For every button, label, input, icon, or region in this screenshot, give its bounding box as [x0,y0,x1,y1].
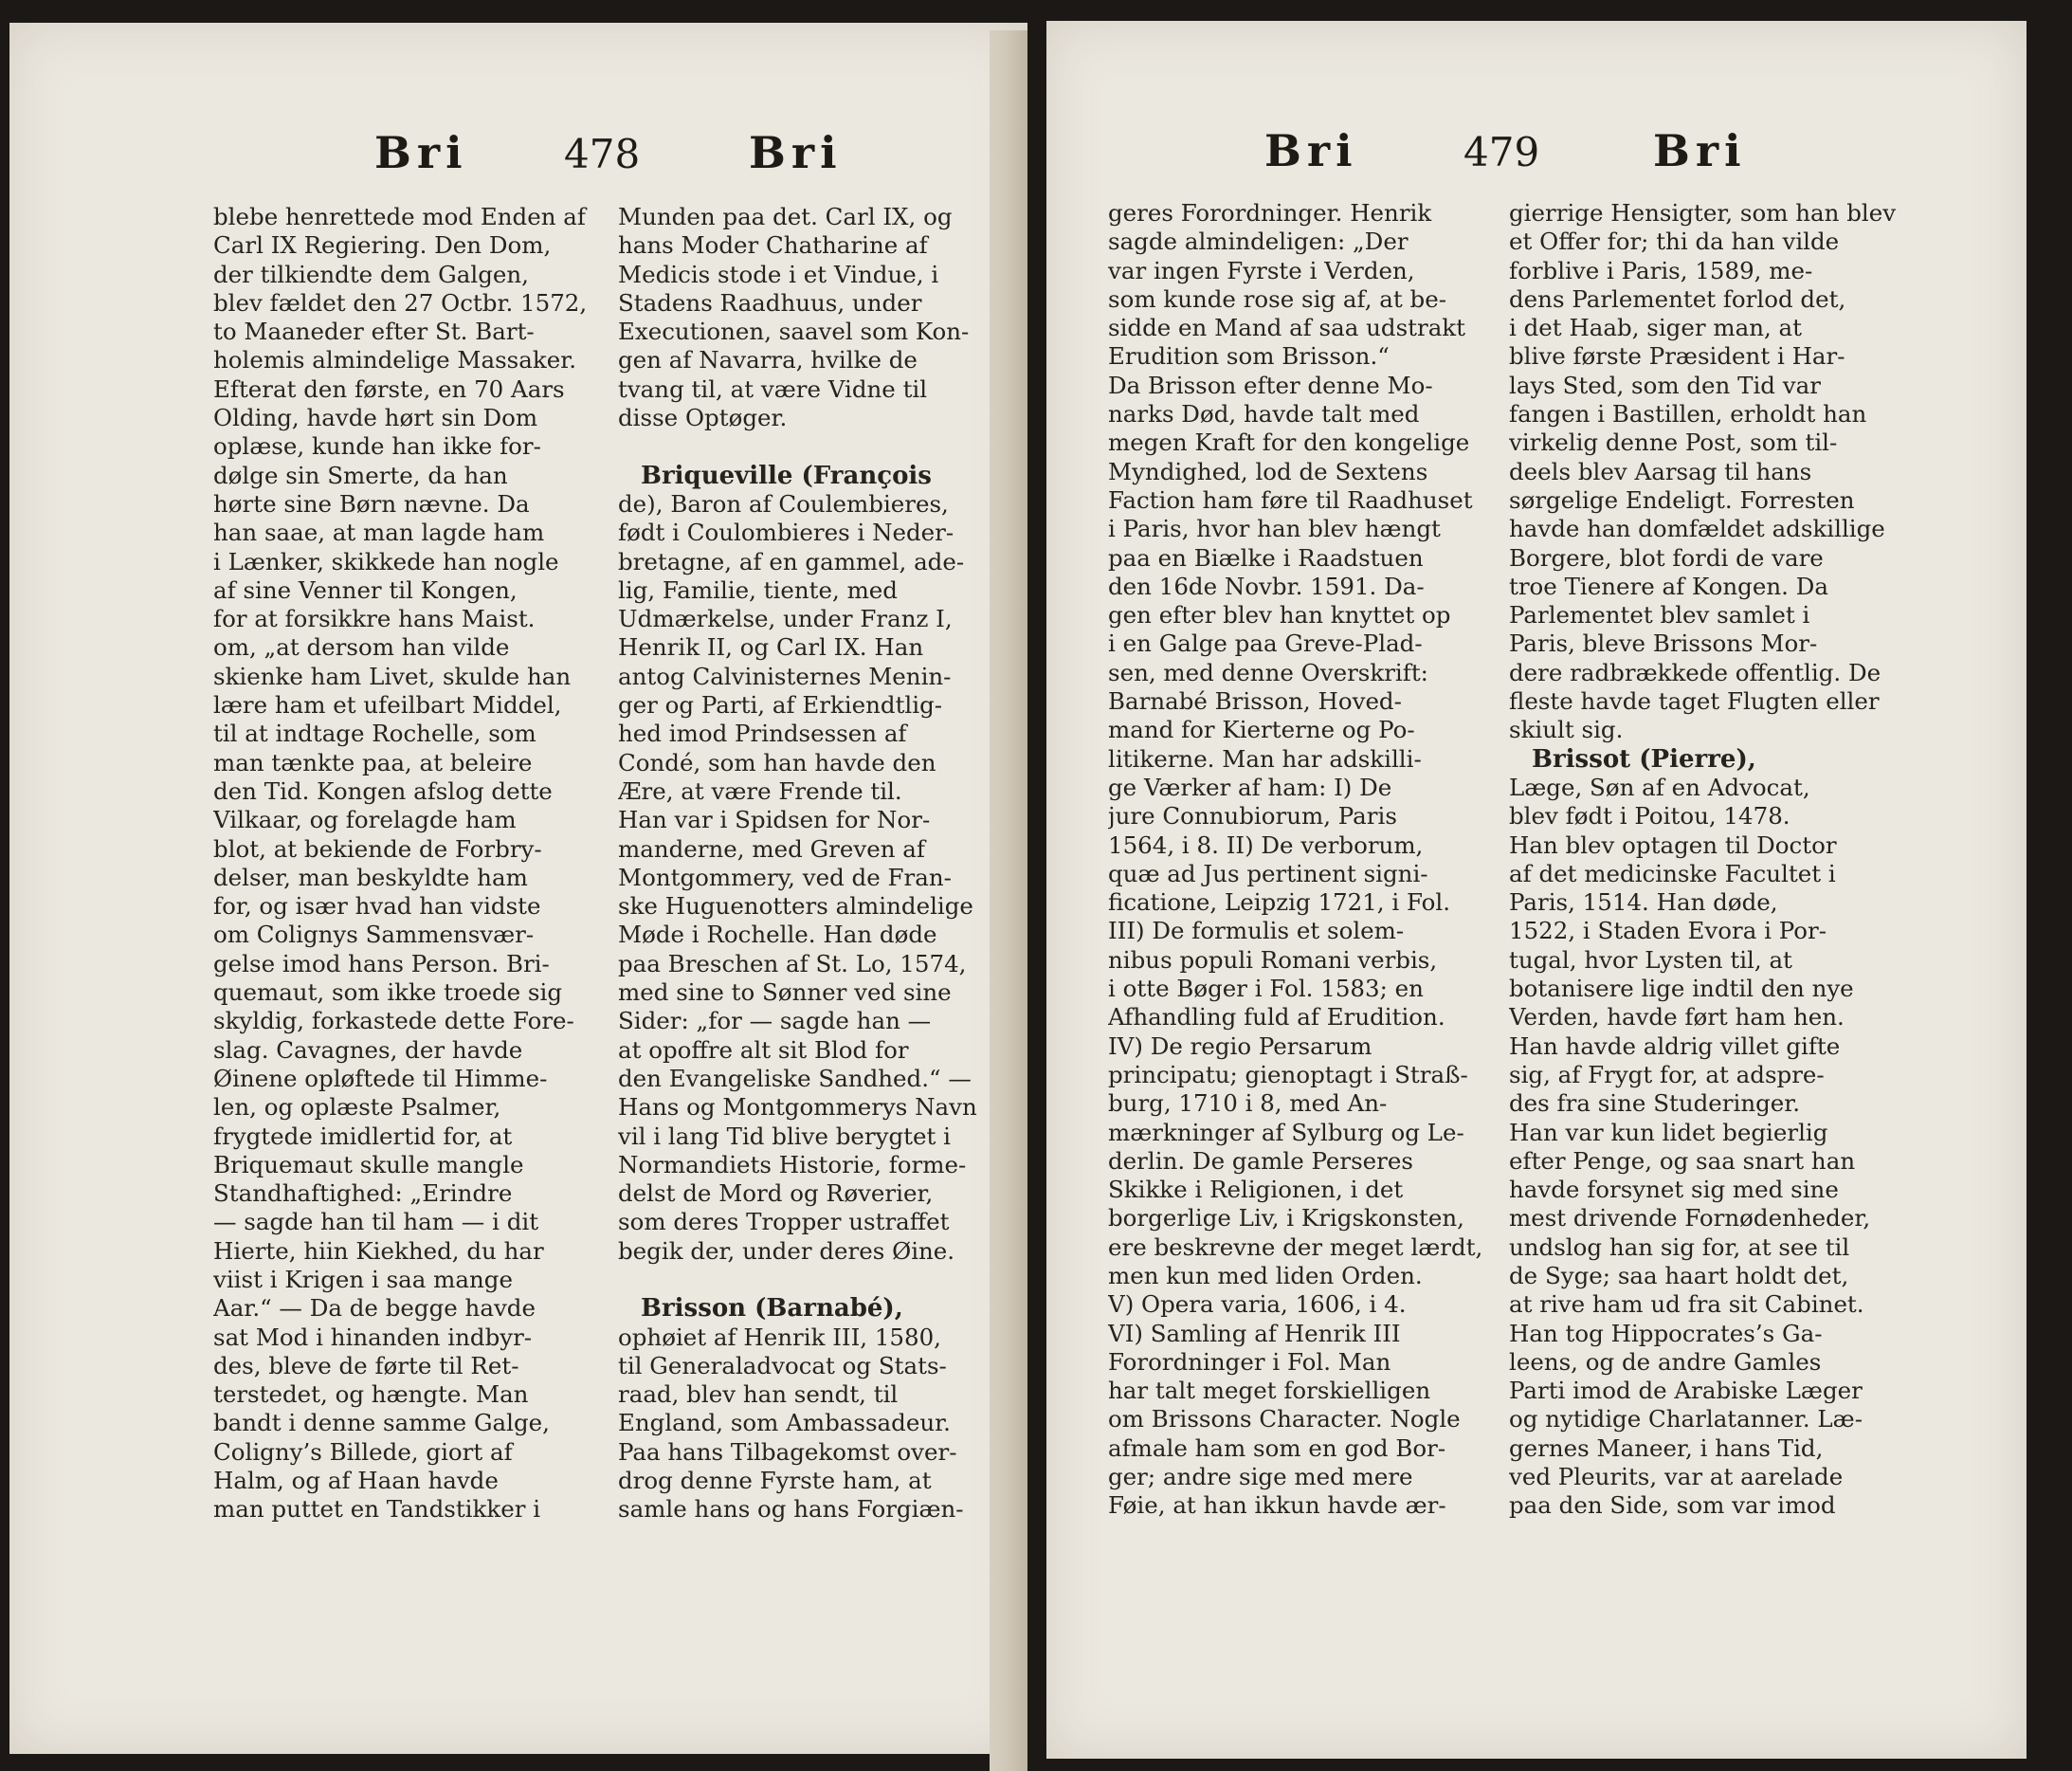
left-column-2 [618,203,992,1525]
text-line: Briquemaut skulle mangle [213,1150,524,1178]
text-line: ge Værker af ham: I) De [1108,773,1392,801]
text-line: de), Baron af Coulembieres, [618,489,949,518]
text-line: gen af Navarra, hvilke de [618,346,918,374]
text-line: Han blev optagen til Doctor [1509,831,1837,859]
text-line: VI) Samling af Henrik III [1108,1319,1401,1347]
text-line: man puttet en Tandstikker i [213,1495,541,1524]
text-line: quemaut, som ikke troede sig [213,978,563,1007]
text-line: Medicis stode i et Vindue, i [618,260,939,288]
text-line: megen Kraft for den kongelige [1108,429,1470,457]
text-line: paa en Biælke i Raadstuen [1108,543,1424,572]
text-line: deels blev Aarsag til hans [1509,457,1812,485]
text-line: undslog han sig for, at see til [1509,1232,1850,1261]
text-line: delser, man beskyldte ham [213,863,528,891]
text-line: terstedet, og hængte. Man [213,1380,529,1409]
text-line: den 16de Novbr. 1591. Da- [1108,572,1425,600]
text-line: men kun med liden Orden. [1108,1261,1423,1289]
text-line: at opoffre alt sit Blod for [618,1035,909,1064]
text-line: sig, af Frygt for, at adspre- [1509,1060,1825,1088]
text-line: Faction ham føre til Raadhuset [1108,485,1473,514]
text-line: samle hans og hans Forgiæn- [618,1495,964,1524]
text-line: viist i Krigen i saa mange [213,1265,513,1293]
text-line: 1522, i Staden Evora i Por- [1509,917,1827,945]
left-head-word-left: Bri [374,127,468,178]
text-line: Da Brisson efter denne Mo- [1108,371,1433,399]
text-line: skienke ham Livet, skulde han [213,662,572,690]
text-line: Skikke i Religionen, i det [1108,1176,1404,1204]
text-line: des fra sine Studeringer. [1509,1089,1801,1118]
text-line: gelse imod hans Person. Bri- [213,949,550,977]
text-line: slag. Cavagnes, der havde [213,1035,523,1064]
text-line: Coligny’s Billede, giort af [213,1437,513,1466]
text-line: de Syge; saa haart holdt det, [1509,1261,1849,1289]
text-line: til Generaladvocat og Stats- [618,1351,947,1379]
text-line: i Lænker, skikkede han nogle [213,547,559,575]
text-line: for, og især hvad han vidste [213,892,541,921]
text-line: den Tid. Kongen afslog dette [213,776,553,805]
text-line [618,432,992,461]
text-line: Forordninger i Fol. Man [1108,1347,1391,1376]
text-line: paa Breschen af St. Lo, 1574, [618,949,967,977]
text-line: skiult sig. [1509,716,1624,744]
right-page [1046,21,2027,1759]
text-line: mand for Kierterne og Po- [1108,716,1415,744]
text-line: Parlementet blev samlet i [1509,601,1810,630]
text-line: Læge, Søn af en Advocat, [1509,773,1810,801]
text-line: Afhandling fuld af Erudition. [1108,1003,1445,1032]
text-line: Paa hans Tilbagekomst over- [618,1437,957,1466]
text-line: dens Parlementet forlod det, [1509,284,1846,313]
text-line: af det medicinske Facultet i [1509,859,1836,887]
text-line: Stadens Raadhuus, under [618,288,922,317]
right-column-1 [1108,199,1487,1521]
text-line: sagde almindeligen: „Der [1108,228,1409,256]
text-line: oplæse, kunde han ikke for- [213,432,541,461]
text-line: paa den Side, som var imod [1509,1491,1836,1520]
text-line: den Evangeliske Sandhed.“ — [618,1064,972,1092]
text-line: ske Huguenotters almindelige [618,892,973,921]
text-line: i otte Bøger i Fol. 1583; en [1108,975,1424,1003]
text-line: hans Moder Chatharine af [618,231,928,260]
text-line: født i Coulombieres i Neder- [618,519,954,547]
text-line: Olding, havde hørt sin Dom [213,404,538,432]
text-line: Normandiets Historie, forme- [618,1150,967,1178]
text-line: sidde en Mand af saa udstrakt [1108,314,1465,342]
text-line: skyldig, forkastede dette Fore- [213,1007,574,1035]
text-line: at rive ham ud fra sit Cabinet. [1509,1290,1864,1319]
text-line: Brisson (Barnabé), [641,1294,903,1324]
text-line: efter Penge, og saa snart han [1509,1146,1856,1175]
right-head-word-left: Bri [1264,125,1358,176]
text-line: bretagne, af en gammel, ade- [618,547,965,575]
text-line: Han var kun lidet begierlig [1509,1118,1828,1146]
text-line: Erudition som Brisson.“ [1108,342,1390,371]
text-line: Verden, havde ført ham hen. [1509,1003,1845,1032]
text-line: Han var i Spidsen for Nor- [618,806,931,834]
text-line: Borgere, blot fordi de vare [1509,543,1824,572]
text-line: litikerne. Man har adskilli- [1108,744,1422,773]
text-line: havde forsynet sig med sine [1509,1176,1839,1204]
text-line: et Offer for; thi da han vilde [1509,228,1840,256]
text-line: begik der, under deres Øine. [618,1236,955,1265]
text-line: disse Optøger. [618,404,788,432]
text-line: 1564, i 8. II) De verborum, [1108,831,1424,859]
text-line: hørte sine Børn nævne. Da [213,489,530,518]
text-line: Vilkaar, og forelagde ham [213,806,517,834]
text-line: sat Mod i hinanden indbyr- [213,1323,533,1351]
text-line: Barnabé Brisson, Hoved- [1108,687,1402,716]
text-line: af sine Venner til Kongen, [213,575,518,604]
text-line: Paris, 1514. Han døde, [1509,888,1778,917]
text-line: Montgommery, ved de Fran- [618,863,952,891]
text-line: Munden paa det. Carl IX, og [618,203,953,230]
left-column-1 [213,203,592,1525]
left-page [9,23,1027,1754]
text-line: om Colignys Sammensvær- [213,921,535,949]
text-line: lig, Familie, tiente, med [618,575,898,604]
text-line: Udmærkelse, under Franz I, [618,605,953,633]
text-line: Condé, som han havde den [618,748,936,776]
text-line: og nytidige Charlatanner. Læ- [1509,1405,1863,1433]
text-line: om Brissons Character. Nogle [1108,1405,1461,1433]
text-line: afmale ham som en god Bor- [1108,1433,1446,1462]
text-line: leens, og de andre Gamles [1509,1347,1822,1376]
text-line: Han tog Hippocrates’s Ga- [1509,1319,1823,1347]
text-line: burg, 1710 i 8, med An- [1108,1089,1388,1118]
text-line: geres Forordninger. Henrik [1108,199,1432,227]
text-line: mest drivende Fornødenheder, [1509,1204,1871,1232]
text-line: Paris, bleve Brissons Mor- [1509,630,1818,658]
text-line: ger og Parti, af Erkiendtlig- [618,691,943,720]
text-line: bandt i denne samme Galge, [213,1409,550,1437]
text-line: Executionen, saavel som Kon- [618,318,970,346]
text-line: man tænkte paa, at beleire [213,748,533,776]
text-line: ere beskrevne der meget lærdt, [1108,1232,1483,1261]
text-line: Standhaftighed: „Erindre [213,1179,513,1208]
text-line: Halm, og af Haan havde [213,1467,499,1495]
text-line: Sider: „for — sagde han — [618,1007,932,1035]
text-line: blev fældet den 27 Octbr. 1572, [213,288,588,317]
text-line: V) Opera varia, 1606, i 4. [1108,1290,1407,1319]
text-line: tugal, hvor Lysten til, at [1509,945,1792,974]
text-line: forblive i Paris, 1589, me- [1509,256,1813,284]
text-line: ficatione, Leipzig 1721, i Fol. [1108,888,1451,917]
text-line: nibus populi Romani verbis, [1108,945,1438,974]
text-line: han saae, at man lagde ham [213,519,545,547]
text-line: Henrik II, og Carl IX. Han [618,633,924,662]
text-line: om, „at dersom han vilde [213,633,510,662]
right-running-head [1046,125,1994,210]
left-page-edge [990,30,1027,1771]
text-line: hed imod Prindsessen af [618,720,907,748]
text-line: til at indtage Rochelle, som [213,720,536,748]
text-line: principatu; gienoptagt i Straß- [1108,1060,1468,1088]
text-line: lære ham et ufeilbart Middel, [213,691,562,720]
text-line: — sagde han til ham — i dit [213,1208,539,1236]
text-line: mærkninger af Sylburg og Le- [1108,1118,1464,1146]
text-line: len, og oplæste Psalmer, [213,1093,501,1122]
text-line: botanisere lige indtil den nye [1509,975,1854,1003]
text-line: dølge sin Smerte, da han [213,461,508,489]
text-line: gen efter blev han knyttet op [1108,601,1451,630]
text-line: i en Galge paa Greve-Plad- [1108,630,1423,658]
text-line: blot, at bekiende de Forbry- [213,834,542,863]
text-line: Hierte, hiin Kiekhed, du har [213,1236,544,1265]
text-line: manderne, med Greven af [618,834,925,863]
text-line: Aar.“ — Da de begge havde [213,1294,536,1323]
left-page-number: 478 [564,131,641,177]
text-line: blive første Præsident i Har- [1509,342,1845,371]
right-head-word-right: Bri [1653,125,1747,176]
text-line: quæ ad Jus pertinent signi- [1108,859,1428,887]
text-line: fleste havde taget Flugten eller [1509,687,1880,716]
text-line: Føie, at han ikkun havde ær- [1108,1491,1446,1520]
text-line: Brissot (Pierre), [1532,744,1756,774]
left-running-head [9,127,957,212]
text-line: jure Connubiorum, Paris [1108,802,1397,831]
text-line: ger; andre sige med mere [1108,1463,1413,1491]
text-line: sen, med denne Overskrift: [1108,658,1428,686]
text-line: holemis almindelige Massaker. [213,346,577,374]
text-line: ved Pleurits, var at aarelade [1509,1463,1844,1491]
text-line: i Paris, hvor han blev hængt [1108,515,1441,543]
text-line: havde han domfældet adskillige [1509,515,1885,543]
text-line: delst de Mord og Røverier, [618,1179,934,1208]
text-line: des, bleve de førte til Ret- [213,1351,519,1379]
text-line: virkelig denne Post, som til- [1509,429,1838,457]
text-line: borgerlige Liv, i Krigskonsten, [1108,1204,1464,1232]
text-line: to Maaneder efter St. Bart- [213,318,535,346]
text-line: blebe henrettede mod Enden af [213,203,586,230]
text-line: Hans og Montgommerys Navn [618,1093,977,1122]
text-line: fangen i Bastillen, erholdt han [1509,400,1867,429]
text-line: antog Calvinisternes Menin- [618,662,952,690]
text-line: drog denne Fyrste ham, at [618,1467,932,1495]
text-line: derlin. De gamle Perseres [1108,1146,1413,1175]
left-head-word-right: Bri [749,127,843,178]
text-line: IV) De regio Persarum [1108,1032,1372,1060]
text-line: med sine to Sønner ved sine [618,978,952,1007]
text-line: ophøiet af Henrik III, 1580, [618,1323,941,1351]
text-line: dere radbrækkede offentlig. De [1509,658,1881,686]
text-line: Efterat den første, en 70 Aars [213,374,565,403]
text-line: frygtede imidlertid for, at [213,1122,513,1150]
text-line: lays Sted, som den Tid var [1509,371,1821,399]
right-column-2 [1509,199,1898,1521]
text-line: Han havde aldrig villet gifte [1509,1032,1841,1060]
text-line: England, som Ambassadeur. [618,1409,951,1437]
text-line: sørgelige Endeligt. Forresten [1509,485,1855,514]
text-line: har talt meget forskielligen [1108,1377,1431,1405]
text-line: raad, blev han sendt, til [618,1380,899,1409]
text-line: Ære, at være Frende til. [618,776,902,805]
text-line: narks Død, havde talt med [1108,400,1420,429]
text-line: Carl IX Regiering. Den Dom, [213,231,552,260]
text-line: i det Haab, siger man, at [1509,314,1803,342]
text-line: Øinene opløftede til Himme- [213,1064,548,1092]
right-page-number: 479 [1463,129,1540,175]
text-line: Møde i Rochelle. Han døde [618,921,937,949]
text-line: der tilkiendte dem Galgen, [213,260,529,288]
text-line: III) De formulis et solem- [1108,917,1405,945]
text-line: var ingen Fyrste i Verden, [1108,256,1415,284]
text-line: tvang til, at være Vidne til [618,374,928,403]
text-line: troe Tienere af Kongen. Da [1509,572,1828,600]
text-line: blev født i Poitou, 1478. [1509,802,1790,831]
text-line: gierrige Hensigter, som han blev [1509,199,1897,227]
text-line: for at forsikkre hans Maist. [213,605,536,633]
text-line [618,1266,992,1294]
text-line: vil i lang Tid blive berygtet i [618,1122,951,1150]
text-line: Parti imod de Arabiske Læger [1509,1377,1863,1405]
text-line: Briqueville (François [641,461,932,490]
text-line: som deres Tropper ustraffet [618,1208,950,1236]
text-line: som kunde rose sig af, at be- [1108,284,1446,313]
text-line: gernes Maneer, i hans Tid, [1509,1433,1824,1462]
text-line: Myndighed, lod de Sextens [1108,457,1428,485]
